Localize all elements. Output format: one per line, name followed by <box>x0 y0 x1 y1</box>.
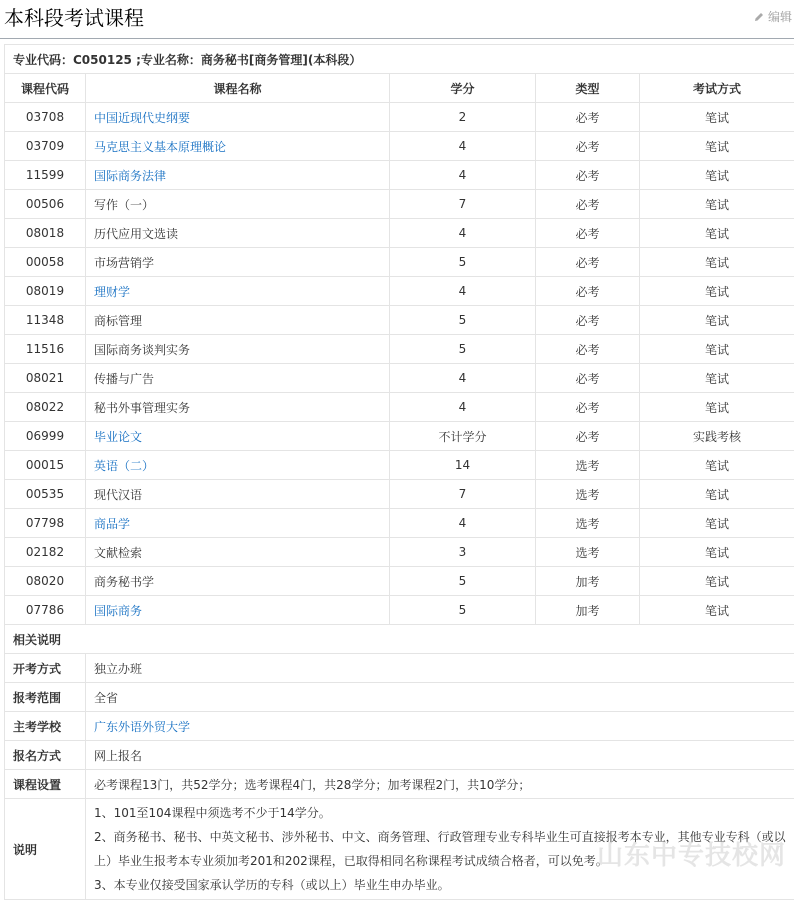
major-info-row <box>5 45 794 74</box>
course-credits: 4 <box>390 161 536 190</box>
setup-row <box>5 770 794 799</box>
table-row <box>5 509 794 538</box>
course-type: 必考 <box>536 132 640 161</box>
course-name: 市场营销学 <box>94 255 155 270</box>
table-row <box>5 393 794 422</box>
course-exam: 笔试 <box>640 509 794 538</box>
watermark: 山东中专技校网 <box>596 841 786 871</box>
course-name: 历代应用文选读 <box>94 226 179 241</box>
scope-row <box>5 683 794 712</box>
course-type: 必考 <box>536 335 640 364</box>
course-name-cell <box>86 161 390 190</box>
course-type: 选考 <box>536 451 640 480</box>
course-credits: 4 <box>390 219 536 248</box>
course-name-cell <box>86 538 390 567</box>
course-name: 商务秘书学 <box>94 574 155 589</box>
course-name: 秘书外事管理实务 <box>94 400 191 415</box>
signup-value: 网上报名 <box>86 741 794 770</box>
course-type: 选考 <box>536 509 640 538</box>
course-exam: 笔试 <box>640 567 794 596</box>
course-name-cell <box>86 509 390 538</box>
table-row <box>5 132 794 161</box>
course-code: 00015 <box>5 451 86 480</box>
course-code: 08019 <box>5 277 86 306</box>
course-credits: 不计学分 <box>390 422 536 451</box>
table-row <box>5 219 794 248</box>
school-row <box>5 712 794 741</box>
course-code: 08021 <box>5 364 86 393</box>
description-line-3: 3、本专业仅接受国家承认学历的专科（或以上）毕业生申办毕业。 <box>94 878 450 892</box>
course-credits: 4 <box>390 393 536 422</box>
header-exam: 考试方式 <box>640 74 794 103</box>
scope-label: 报考范围 <box>5 683 86 712</box>
course-code: 08018 <box>5 219 86 248</box>
major-info: 专业代码：C050125 ;专业名称：商务秘书[商务管理](本科段） <box>5 45 794 74</box>
course-name-cell <box>86 103 390 132</box>
table-header-row <box>5 74 794 103</box>
course-code: 11599 <box>5 161 86 190</box>
course-type: 必考 <box>536 422 640 451</box>
table-row <box>5 364 794 393</box>
scope-value: 全省 <box>86 683 794 712</box>
course-exam: 笔试 <box>640 219 794 248</box>
course-name-cell <box>86 567 390 596</box>
course-exam: 笔试 <box>640 277 794 306</box>
school-cell <box>86 712 794 741</box>
table-row <box>5 422 794 451</box>
course-code: 07798 <box>5 509 86 538</box>
edit-button[interactable] <box>753 8 792 25</box>
table-row <box>5 596 794 625</box>
course-exam: 笔试 <box>640 451 794 480</box>
course-exam: 笔试 <box>640 132 794 161</box>
course-exam: 实践考核 <box>640 422 794 451</box>
course-name-link[interactable]: 国际商务法律 <box>94 168 167 183</box>
course-name-link[interactable]: 理财学 <box>94 284 131 299</box>
course-credits: 3 <box>390 538 536 567</box>
course-exam: 笔试 <box>640 306 794 335</box>
course-name-cell <box>86 451 390 480</box>
course-code: 03709 <box>5 132 86 161</box>
course-code: 00058 <box>5 248 86 277</box>
course-name-link[interactable]: 英语（二） <box>94 458 155 473</box>
school-link[interactable]: 广东外语外贸大学 <box>94 719 191 734</box>
course-credits: 4 <box>390 132 536 161</box>
course-exam: 笔试 <box>640 161 794 190</box>
course-credits: 5 <box>390 248 536 277</box>
course-exam: 笔试 <box>640 480 794 509</box>
table-row <box>5 277 794 306</box>
course-credits: 2 <box>390 103 536 132</box>
course-type: 选考 <box>536 538 640 567</box>
table-row <box>5 567 794 596</box>
course-type: 必考 <box>536 277 640 306</box>
school-label: 主考学校 <box>5 712 86 741</box>
setup-value: 必考课程13门，共52学分；选考课程4门，共28学分；加考课程2门，共10学分； <box>86 770 794 799</box>
course-code: 11516 <box>5 335 86 364</box>
table-row <box>5 335 794 364</box>
course-code: 07786 <box>5 596 86 625</box>
course-name-link[interactable]: 商品学 <box>94 516 131 531</box>
mode-label: 开考方式 <box>5 654 86 683</box>
page-title: 本科段考试课程 <box>4 6 144 30</box>
course-credits: 14 <box>390 451 536 480</box>
course-type: 必考 <box>536 103 640 132</box>
course-name: 现代汉语 <box>94 487 143 502</box>
course-name-link[interactable]: 毕业论文 <box>94 429 143 444</box>
table-row <box>5 451 794 480</box>
course-exam: 笔试 <box>640 335 794 364</box>
table-row <box>5 103 794 132</box>
pencil-icon <box>753 11 765 23</box>
course-name: 商标管理 <box>94 313 143 328</box>
course-type: 必考 <box>536 306 640 335</box>
course-name-link[interactable]: 国际商务 <box>94 603 143 618</box>
course-code: 03708 <box>5 103 86 132</box>
course-name-cell <box>86 248 390 277</box>
signup-row <box>5 741 794 770</box>
course-name-cell <box>86 306 390 335</box>
setup-label: 课程设置 <box>5 770 86 799</box>
course-credits: 4 <box>390 277 536 306</box>
course-exam: 笔试 <box>640 596 794 625</box>
course-credits: 4 <box>390 364 536 393</box>
course-exam: 笔试 <box>640 393 794 422</box>
course-type: 必考 <box>536 219 640 248</box>
description-cell <box>86 799 794 900</box>
table-row <box>5 538 794 567</box>
course-code: 02182 <box>5 538 86 567</box>
course-code: 06999 <box>5 422 86 451</box>
table-row <box>5 480 794 509</box>
course-credits: 5 <box>390 306 536 335</box>
course-credits: 5 <box>390 335 536 364</box>
course-name-cell <box>86 393 390 422</box>
course-code: 00506 <box>5 190 86 219</box>
related-row <box>5 625 794 654</box>
mode-value: 独立办班 <box>86 654 794 683</box>
course-type: 选考 <box>536 480 640 509</box>
course-credits: 7 <box>390 190 536 219</box>
course-name-cell <box>86 364 390 393</box>
course-table <box>4 44 794 900</box>
course-credits: 5 <box>390 567 536 596</box>
course-type: 加考 <box>536 567 640 596</box>
course-exam: 笔试 <box>640 190 794 219</box>
course-exam: 笔试 <box>640 248 794 277</box>
course-code: 00535 <box>5 480 86 509</box>
course-name-cell <box>86 335 390 364</box>
course-exam: 笔试 <box>640 538 794 567</box>
description-label: 说明 <box>5 799 86 900</box>
signup-label: 报名方式 <box>5 741 86 770</box>
course-code: 11348 <box>5 306 86 335</box>
course-name-cell <box>86 480 390 509</box>
course-name-cell <box>86 190 390 219</box>
header-name: 课程名称 <box>86 74 390 103</box>
course-name-link[interactable]: 马克思主义基本原理概论 <box>94 139 227 154</box>
course-type: 加考 <box>536 596 640 625</box>
course-exam: 笔试 <box>640 103 794 132</box>
course-code: 08022 <box>5 393 86 422</box>
course-type: 必考 <box>536 393 640 422</box>
course-name-cell <box>86 219 390 248</box>
course-name: 写作（一） <box>94 197 155 212</box>
table-row <box>5 161 794 190</box>
course-credits: 4 <box>390 509 536 538</box>
course-type: 必考 <box>536 190 640 219</box>
header-code: 课程代码 <box>5 74 86 103</box>
course-name-cell <box>86 422 390 451</box>
mode-row <box>5 654 794 683</box>
table-row <box>5 248 794 277</box>
page-header <box>0 0 794 39</box>
course-code: 08020 <box>5 567 86 596</box>
related-label: 相关说明 <box>5 625 794 654</box>
course-name-cell <box>86 596 390 625</box>
course-name: 文献检索 <box>94 545 143 560</box>
course-type: 必考 <box>536 364 640 393</box>
header-credits: 学分 <box>390 74 536 103</box>
course-credits: 5 <box>390 596 536 625</box>
description-line-2: 2、商务秘书、秘书、中英文秘书、涉外秘书、中文、商务管理、行政管理专业专科毕业生可直接报考本专业，其他专业专科（或以上）毕业生报考本专业须加考201和202课程，已取得相同名称课程考试成绩合格者，可以免考。 <box>94 830 786 868</box>
course-name: 国际商务谈判实务 <box>94 342 191 357</box>
table-row <box>5 306 794 335</box>
description-row <box>5 799 794 900</box>
edit-label: 编辑 <box>767 10 792 24</box>
course-name-cell <box>86 277 390 306</box>
course-name: 传播与广告 <box>94 371 155 386</box>
course-exam: 笔试 <box>640 364 794 393</box>
course-table-wrapper <box>4 44 794 900</box>
description-line-1: 1、101至104课程中须选考不少于14学分。 <box>94 806 331 820</box>
header-type: 类型 <box>536 74 640 103</box>
course-name-link[interactable]: 中国近现代史纲要 <box>94 110 191 125</box>
course-type: 必考 <box>536 248 640 277</box>
course-type: 必考 <box>536 161 640 190</box>
course-name-cell <box>86 132 390 161</box>
table-row <box>5 190 794 219</box>
course-credits: 7 <box>390 480 536 509</box>
